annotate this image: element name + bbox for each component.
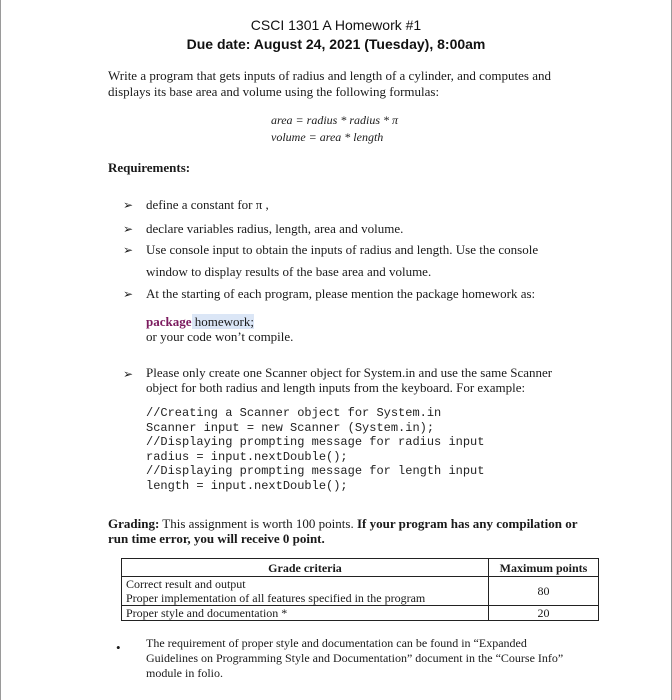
package-statement bbox=[146, 314, 254, 330]
round-bullet-icon: • bbox=[116, 640, 121, 655]
table-cell-criteria bbox=[122, 577, 489, 606]
grading-warning: If your program has any compilation or run time error, you will receive 0 point. bbox=[108, 516, 578, 546]
table-header: Grade criteria bbox=[122, 559, 489, 577]
table-row bbox=[122, 577, 599, 606]
table-cell-points: 20 bbox=[489, 606, 599, 621]
requirement-item: declare variables radius, length, area and volume. bbox=[146, 221, 404, 236]
grade-table bbox=[121, 558, 599, 621]
requirement-item: Use console input to obtain the inputs of radius and length. Use the console bbox=[146, 242, 539, 257]
arrow-bullet-icon: ➢ bbox=[123, 243, 134, 257]
package-name: homework; bbox=[191, 314, 254, 329]
requirements-heading: Requirements: bbox=[108, 160, 191, 175]
arrow-bullet-icon: ➢ bbox=[123, 198, 134, 212]
page-left-edge bbox=[0, 0, 1, 700]
homework-title: CSCI 1301 A Homework #1 bbox=[250, 17, 422, 33]
table-row bbox=[122, 606, 599, 621]
volume-formula: volume = area * length bbox=[271, 130, 384, 144]
code-example: //Creating a Scanner object for System.in Scanner input = new Scanner (System.in); //Displaying prompting message for radius input radius = input.nextDouble(); //Displaying prompting message for length input length = input.nextDouble(); bbox=[146, 406, 485, 493]
due-date: Due date: August 24, 2021 (Tuesday), 8:00am bbox=[186, 36, 486, 52]
grading-paragraph bbox=[108, 516, 578, 546]
arrow-bullet-icon: ➢ bbox=[123, 367, 134, 381]
requirement-item-continued: window to display results of the base area and volume. bbox=[146, 264, 432, 279]
arrow-bullet-icon: ➢ bbox=[123, 222, 134, 236]
requirement-item: define a constant for π , bbox=[146, 197, 269, 212]
table-cell-points: 80 bbox=[489, 577, 599, 606]
package-keyword: package bbox=[146, 314, 192, 329]
intro-paragraph: Write a program that gets inputs of radius and length of a cylinder, and computes and displays its base area and volume using the following formulas: bbox=[108, 68, 551, 99]
table-header: Maximum points bbox=[489, 559, 599, 577]
scanner-requirement: Please only create one Scanner object for System.in and use the same Scanner object for both radius and length inputs from the keyboard. For example: bbox=[146, 365, 553, 395]
criteria-line: Proper implementation of all features specified in the program bbox=[126, 591, 426, 605]
arrow-bullet-icon: ➢ bbox=[123, 287, 134, 301]
criteria-line: Correct result and output bbox=[126, 577, 246, 591]
grading-label: Grading: bbox=[108, 516, 160, 531]
criteria-line: Proper style and documentation * bbox=[126, 606, 288, 620]
requirement-item: At the starting of each program, please mention the package homework as: bbox=[146, 286, 536, 301]
table-cell-criteria bbox=[122, 606, 489, 621]
grading-text: This assignment is worth 100 points. bbox=[159, 516, 357, 531]
area-formula: area = radius * radius * π bbox=[271, 113, 399, 127]
style-note: The requirement of proper style and documentation can be found in “Expanded Guidelines on Programming Style and Documentation” document in the “Course Info” module in folio. bbox=[146, 636, 564, 680]
compile-note: or your code won’t compile. bbox=[146, 329, 294, 344]
table-header-row bbox=[122, 559, 599, 577]
